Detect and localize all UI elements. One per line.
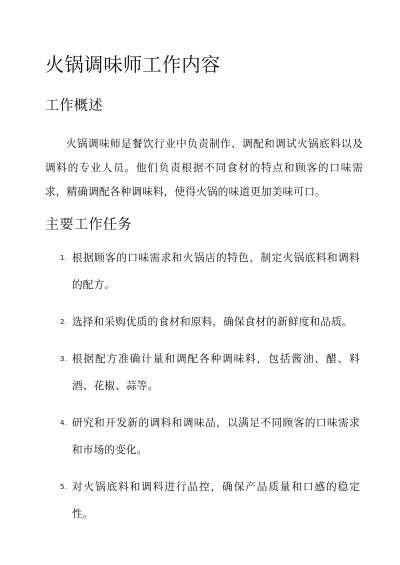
section-heading-overview: 工作概述 [45,98,103,114]
list-item-text: 研究和开发新的调料和调味品，以满足不同顾客的口味需求和市场的变化。 [72,417,360,456]
list-item-number: 5. [60,483,68,491]
page-title: 火锅调味师工作内容 [45,54,221,76]
list-item-number: 4. [60,419,68,427]
list-item [60,245,360,299]
section-heading-tasks: 主要工作任务 [45,217,132,233]
list-item-text: 对火锅底料和调料进行品控，确保产品质量和口感的稳定性。 [72,481,360,520]
list-item-text: 根据配方准确计量和调配各种调味料，包括酱油、醋、料酒、花椒、蒜等。 [72,353,360,392]
list-item [60,410,360,464]
list-item-text: 选择和采购优质的食材和原料，确保食材的新鲜度和品质。 [72,316,353,328]
list-item-number: 2. [60,318,68,326]
list-item [60,346,360,400]
list-item [60,309,360,336]
list-item-number: 1. [60,254,68,262]
task-list [60,245,360,538]
list-item-text: 根据顾客的口味需求和火锅店的特色，制定火锅底料和调料的配方。 [72,252,360,291]
list-item-number: 3. [60,355,68,363]
list-item [60,474,360,528]
overview-paragraph: 火锅调味师是餐饮行业中负责制作、调配和调试火锅底料以及调料的专业人员。他们负责根据不同食材的特点和顾客的口味需求，精确调配各种调味料，使得火锅的味道更加美味可口。 [45,138,363,198]
